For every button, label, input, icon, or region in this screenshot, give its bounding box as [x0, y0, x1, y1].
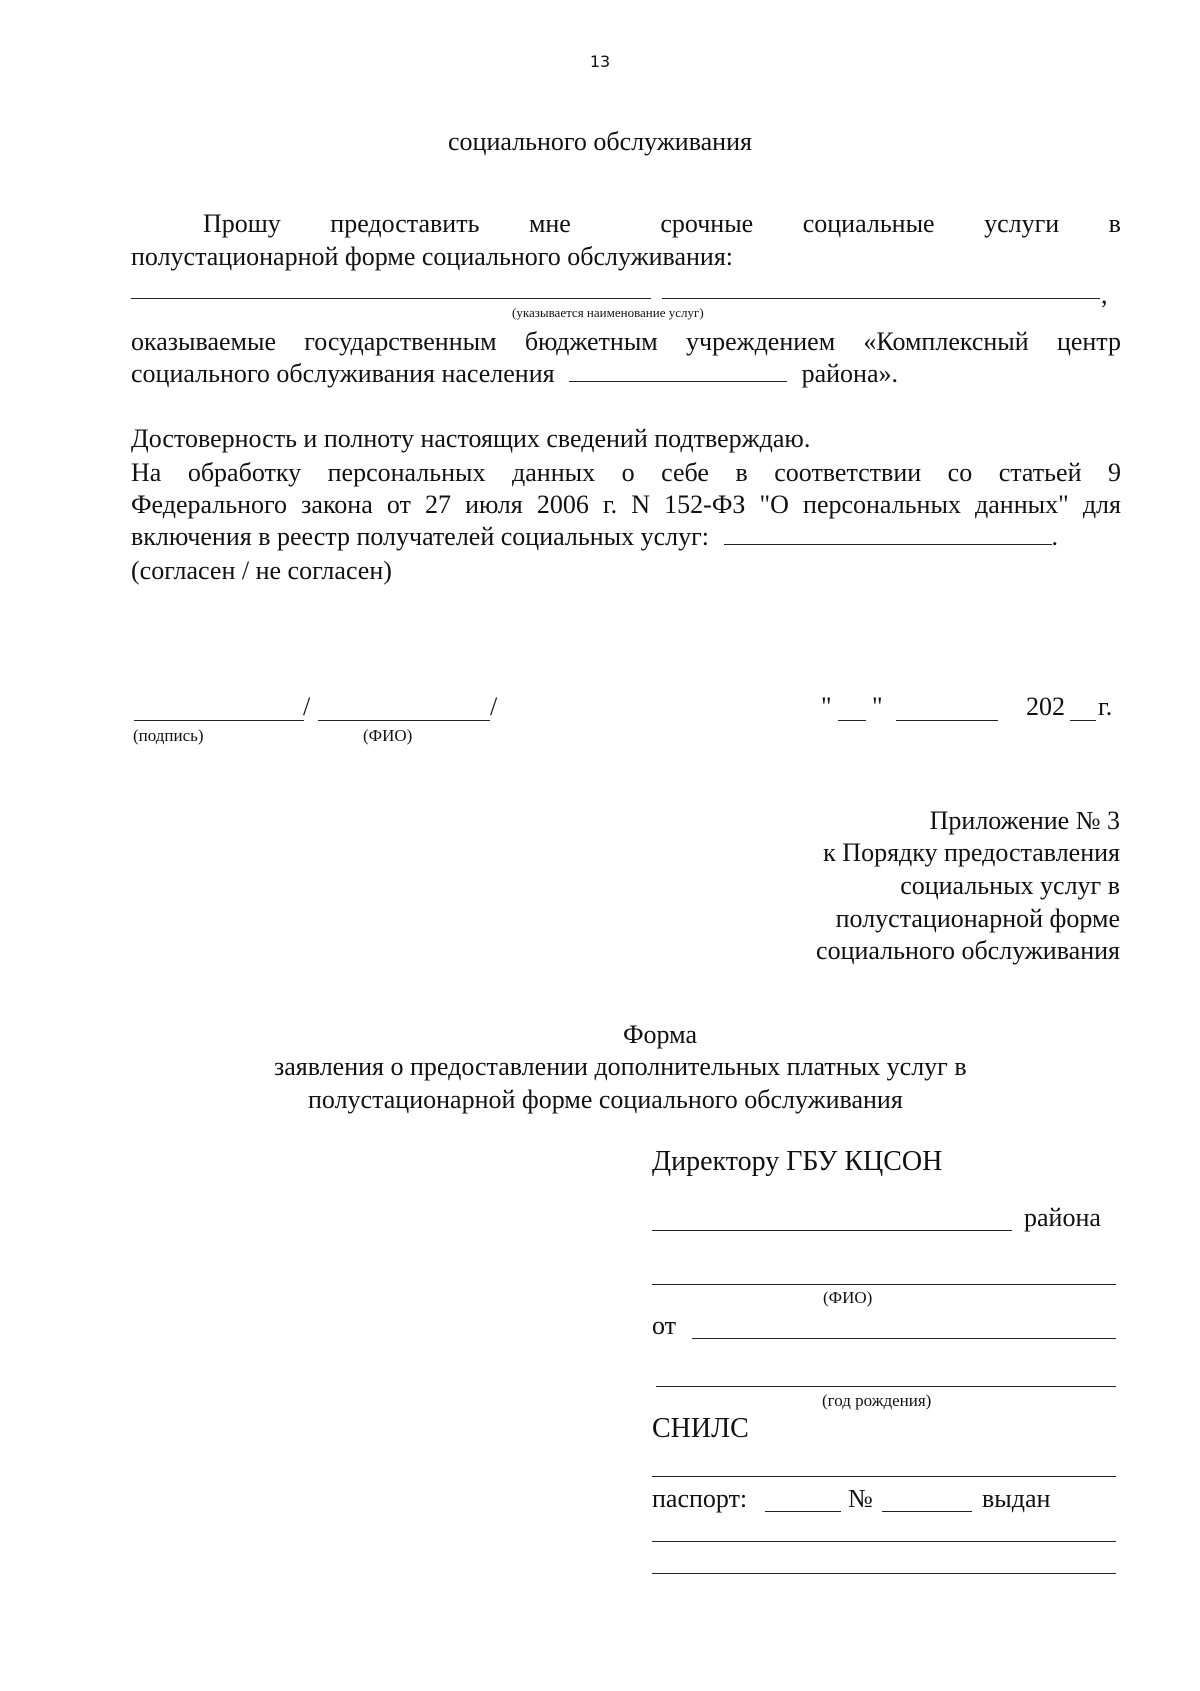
top-heading: социального обслуживания: [448, 127, 752, 156]
consent-options: (согласен / не согласен): [131, 556, 392, 585]
appendix-line-5: социального обслуживания: [816, 936, 1120, 965]
birth-year-label: (год рождения): [822, 1391, 932, 1410]
signature-slash-1: /: [303, 692, 311, 721]
request-word: Прошу: [203, 209, 281, 238]
provider-text: социального обслуживания населения: [131, 359, 555, 388]
director-line: Директору ГБУ КЦСОН: [652, 1146, 943, 1177]
consent-line-4: [131, 522, 1058, 552]
services-blank-right[interactable]: [662, 298, 1100, 299]
year-suffix: г.: [1098, 692, 1113, 721]
request-word: в: [1108, 209, 1121, 238]
birth-year-blank[interactable]: [656, 1386, 1116, 1387]
month-blank[interactable]: [896, 720, 998, 721]
passport-number-blank[interactable]: [882, 1511, 972, 1512]
issued-by-blank-1[interactable]: [652, 1541, 1116, 1542]
fio-label: (ФИО): [363, 726, 413, 745]
fio-blank[interactable]: [318, 720, 490, 721]
district-blank[interactable]: [569, 359, 787, 382]
consent-period: .: [1051, 522, 1059, 551]
services-hint: (указывается наименование услуг): [512, 305, 704, 320]
passport-label: паспорт:: [652, 1484, 748, 1513]
issued-by-blank-2[interactable]: [652, 1573, 1116, 1574]
appendix-line-2: к Порядку предоставления: [823, 838, 1120, 867]
from-label: от: [652, 1311, 677, 1340]
director-fio-label: (ФИО): [823, 1288, 873, 1307]
snils-blank[interactable]: [652, 1476, 1116, 1477]
provider-line-2: [131, 359, 1121, 389]
consent-text: включения в реестр получателей социальных услуг:: [131, 522, 710, 551]
request-word: предоставить: [330, 209, 480, 238]
request-word: социальные: [802, 209, 935, 238]
services-blank-left[interactable]: [131, 298, 651, 299]
passport-number-sign: №: [848, 1484, 873, 1513]
district-label: района: [1024, 1203, 1101, 1232]
form-subtitle-2: полустационарной форме социального обслуживания: [308, 1085, 903, 1114]
request-word: услуги: [984, 209, 1060, 238]
provider-line-1: оказываемые государственным бюджетным учреждением «Комплексный центр: [131, 327, 1121, 356]
consent-line-3: Федерального закона от 27 июля 2006 г. N 152-ФЗ "О персональных данных" для: [131, 490, 1121, 519]
provider-district: района».: [801, 359, 899, 388]
appendix-line-1: Приложение № 3: [929, 806, 1120, 835]
passport-issued-label: выдан: [982, 1484, 1051, 1513]
district-name-blank[interactable]: [652, 1230, 1012, 1231]
request-word: срочные: [660, 209, 754, 238]
signature-slash-2: /: [490, 692, 498, 721]
appendix-line-3: социальных услуг в: [900, 871, 1120, 900]
passport-series-blank[interactable]: [765, 1511, 841, 1512]
appendix-line-4: полустационарной форме: [835, 904, 1120, 933]
request-line-1: [131, 209, 1121, 239]
form-title: Форма: [623, 1020, 697, 1049]
director-fio-blank[interactable]: [652, 1284, 1116, 1285]
year-blank[interactable]: [1070, 720, 1096, 721]
request-line-2: полустационарной форме социального обслуживания:: [131, 242, 734, 271]
request-word: мне: [528, 209, 571, 238]
consent-line-2: На обработку персональных данных о себе в соответствии со статьей 9: [131, 458, 1121, 487]
consent-blank[interactable]: [724, 522, 1052, 545]
date-quote-close: ": [872, 692, 883, 721]
date-quote-open: ": [821, 692, 832, 721]
form-subtitle-1: заявления о предоставлении дополнительных платных услуг в: [274, 1052, 967, 1081]
services-comma: ,: [1101, 280, 1108, 309]
confirm-line: Достоверность и полноту настоящих сведений подтверждаю.: [131, 424, 811, 453]
day-blank[interactable]: [838, 720, 866, 721]
applicant-fio-blank[interactable]: [692, 1338, 1116, 1339]
year-prefix: 202: [1026, 692, 1065, 721]
snils-label: СНИЛС: [652, 1413, 749, 1444]
page-number: 13: [589, 52, 611, 71]
signature-blank[interactable]: [134, 720, 304, 721]
signature-label: (подпись): [133, 726, 204, 745]
